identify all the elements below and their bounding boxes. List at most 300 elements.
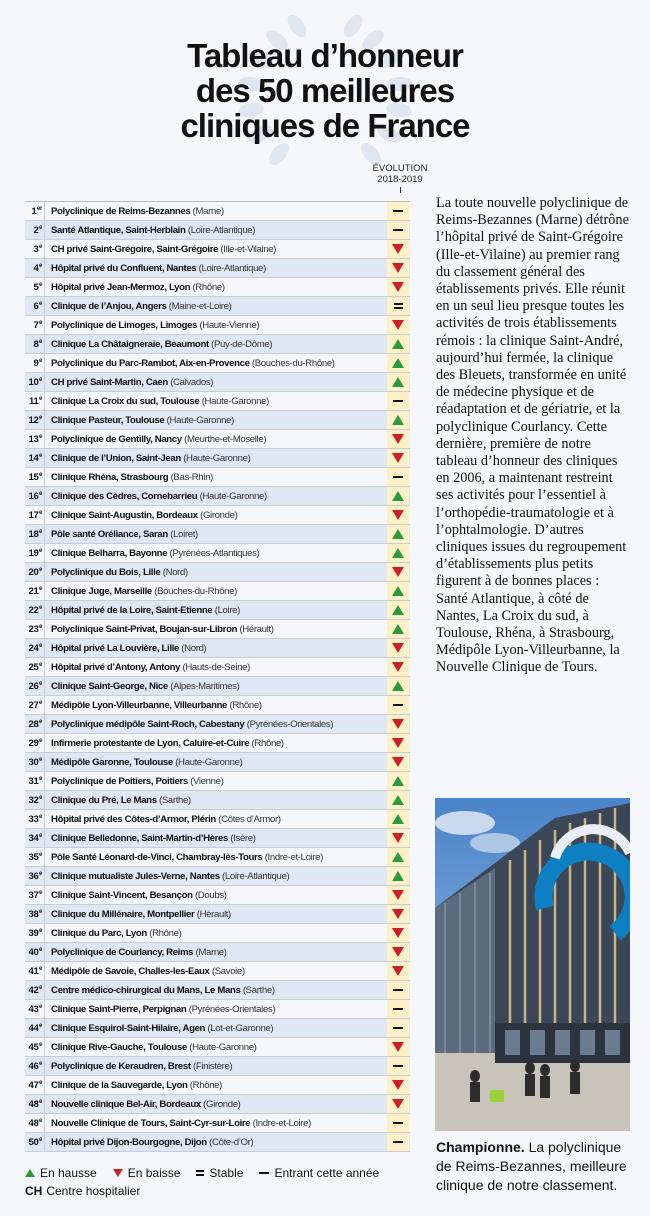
clinic-region: (Ille-et-Vilaine): [220, 243, 277, 255]
evolution-tick: [400, 187, 401, 193]
down-arrow-icon: [392, 966, 404, 976]
evolution-cell: [387, 1133, 409, 1151]
clinic-region: (Gironde): [203, 1098, 241, 1110]
equals-icon: [196, 1170, 204, 1176]
up-arrow-icon: [392, 548, 404, 558]
rank-suffix: e: [38, 585, 42, 592]
down-arrow-icon: [392, 282, 404, 292]
column-divider: [44, 202, 45, 220]
clinic-entry: [51, 263, 266, 274]
clinic-region: (Haute-Garonne): [199, 490, 267, 502]
column-divider: [44, 468, 45, 486]
rank-number: 16: [28, 490, 39, 502]
clinic-name: Clinique de la Sauvegarde, Lyon: [51, 1079, 188, 1091]
clinic-name: Polyclinique de Gentilly, Nancy: [51, 433, 182, 445]
rank-suffix: e: [38, 623, 42, 630]
evolution-header: [370, 163, 430, 185]
down-arrow-icon: [392, 890, 404, 900]
table-row: [25, 1057, 410, 1076]
down-arrow-icon: [392, 643, 404, 653]
rank-number: 2: [33, 224, 39, 236]
rank-suffix: e: [38, 604, 42, 611]
evolution-header-label: ÉVOLUTION: [372, 163, 428, 174]
dash-icon: [393, 229, 403, 231]
up-arrow-icon: [25, 1169, 35, 1177]
rank-suffix: e: [38, 262, 42, 269]
clinic-entry: [51, 1099, 241, 1110]
clinic-entry: [51, 947, 227, 958]
clinic-entry: [51, 396, 269, 407]
clinic-name: Polyclinique du Bois, Lille: [51, 566, 161, 578]
rank-number: 22: [28, 604, 39, 616]
rank: [25, 1042, 42, 1053]
rank-suffix: e: [38, 224, 42, 231]
legend-label: En baisse: [127, 1166, 181, 1180]
evolution-cell: [387, 658, 409, 676]
rank-number: 35: [28, 851, 39, 863]
column-divider: [44, 487, 45, 505]
evolution-cell: [387, 544, 409, 562]
rank-suffix: e: [38, 889, 42, 896]
rank: [25, 776, 42, 787]
down-arrow-icon: [392, 510, 404, 520]
column-divider: [44, 848, 45, 866]
column-divider: [44, 867, 45, 885]
table-row: [25, 1133, 410, 1152]
clinic-region: (Lot-et-Garonne): [207, 1022, 274, 1034]
rank: [25, 453, 42, 464]
rank: [25, 643, 42, 654]
clinic-entry: [51, 966, 245, 977]
legend: [25, 1166, 425, 1198]
clinic-region: (Côte-d’Or): [209, 1136, 254, 1148]
column-divider: [44, 1133, 45, 1151]
rank-suffix: e: [38, 1060, 42, 1067]
clinic-name: Pôle Santé Léonard-de-Vinci, Chambray-lès-Tours: [51, 851, 263, 863]
column-divider: [44, 430, 45, 448]
table-row: [25, 240, 410, 259]
clinic-region: (Puy-de-Dôme): [211, 338, 273, 350]
table-row: [25, 506, 410, 525]
column-divider: [44, 335, 45, 353]
evolution-cell: [387, 259, 409, 277]
evolution-cell: [387, 335, 409, 353]
evolution-cell: [387, 1076, 409, 1094]
article-text: La toute nouvelle polyclinique de Reims-Bezannes (Marne) détrône l’hôpital privé de Saint-Grégoire (Ille-et-Vilaine) au premier rang du classement général des établissements privés. Elle réunit en un seul lieu presque toutes les activités de trois établissements rémois : la clinique Saint-André, aujourd’hui fermée, la clinique des Bleuets, transformée en unité de médecine physique et de réadaptation et de gériatrie, et la polyclinique Courlancy. Cette dernière, première de notre tableau d’honneur des cliniques en 2006, a maintenant restreint ses activités pour l’essentiel à l’orthopédie-traumatologie et à l’ophtalmologie. D’autres cliniques issues du regroupement d’établissements plus petits figurent à de bonnes places : Santé Atlantique, à côté de Nantes, La Croix du sud, à Toulouse, Rhéna, à Strasbourg, Médipôle Lyon-Villeurbanne, la Nouvelle Clinique de Tours.: [436, 195, 629, 676]
clinic-name: Clinique Saint-Pierre, Perpignan: [51, 1003, 187, 1015]
evolution-cell: [387, 639, 409, 657]
rank-suffix: e: [38, 1041, 42, 1048]
rank-suffix: e: [38, 756, 42, 763]
rank-number: 46: [28, 1060, 39, 1072]
caption-text: La polyclinique de Reims-Bezannes, meilleure clinique de notre classement.: [436, 1139, 627, 1193]
title-line: Tableau d’honneur: [187, 37, 463, 74]
clinic-entry: [51, 909, 231, 920]
evolution-cell: [387, 506, 409, 524]
down-arrow-icon: [392, 909, 404, 919]
rank-suffix: e: [38, 414, 42, 421]
column-divider: [44, 905, 45, 923]
evolution-cell: [387, 810, 409, 828]
rank-suffix: e: [38, 908, 42, 915]
clinic-entry: [51, 491, 267, 502]
table-row: [25, 544, 410, 563]
legend-label: Stable: [209, 1166, 244, 1180]
rank: [25, 1099, 42, 1110]
evolution-header-years: 2018-2019: [377, 174, 423, 185]
table-row: [25, 373, 410, 392]
down-arrow-icon: [392, 244, 404, 254]
clinic-name: CH privé Saint-Grégoire, Saint-Grégoire: [51, 243, 219, 255]
clinic-entry: [51, 567, 188, 578]
table-row: [25, 354, 410, 373]
column-divider: [44, 715, 45, 733]
rank-suffix: e: [38, 832, 42, 839]
rank-number: 20: [28, 566, 39, 578]
rank: [25, 624, 42, 635]
column-divider: [44, 962, 45, 980]
rank-suffix: e: [38, 737, 42, 744]
column-divider: [44, 1076, 45, 1094]
clinic-photo: [435, 798, 630, 1131]
rank: [25, 1023, 42, 1034]
rank-number: 19: [28, 547, 39, 559]
column-divider: [44, 392, 45, 410]
clinic-entry: [51, 529, 198, 540]
clinic-entry: [51, 1061, 232, 1072]
column-divider: [44, 1019, 45, 1037]
rank: [25, 586, 42, 597]
clinic-entry: [51, 814, 281, 825]
legend-label: En hausse: [40, 1166, 97, 1180]
clinic-entry: [51, 1080, 222, 1091]
rank-suffix: e: [38, 870, 42, 877]
column-divider: [44, 753, 45, 771]
rank: [25, 833, 42, 844]
rank: [25, 415, 42, 426]
rank-number: 40: [28, 946, 39, 958]
rank: [25, 928, 42, 939]
legend-abbreviation: [25, 1184, 425, 1198]
rank-suffix: er: [36, 205, 42, 212]
column-divider: [44, 411, 45, 429]
down-arrow-icon: [392, 928, 404, 938]
rank: [25, 225, 42, 236]
evolution-cell: [387, 734, 409, 752]
clinic-region: (Hérault): [239, 623, 274, 635]
clinic-name: Clinique Saint-Vincent, Besançon: [51, 889, 193, 901]
rank-number: 14: [28, 452, 39, 464]
rank-suffix: e: [38, 281, 42, 288]
down-arrow-icon: [392, 263, 404, 273]
column-divider: [44, 373, 45, 391]
ranking-table: [25, 201, 410, 1152]
rank-suffix: e: [38, 509, 42, 516]
up-arrow-icon: [392, 814, 404, 824]
clinic-region: (Haute-Garonne): [201, 395, 269, 407]
rank-suffix: e: [38, 946, 42, 953]
rank: [25, 1118, 42, 1129]
table-row: [25, 677, 410, 696]
rank-number: 5: [33, 281, 39, 293]
clinic-region: (Loire-Atlantique): [198, 262, 266, 274]
rank-number: 37: [28, 889, 39, 901]
clinic-region: (Loire-Atlantique): [187, 224, 256, 236]
clinic-region: (Hauts-de-Seine): [182, 661, 250, 673]
clinic-region: (Calvados): [170, 376, 214, 388]
clinic-entry: [51, 890, 227, 901]
evolution-cell: [387, 411, 409, 429]
clinic-entry: [51, 738, 284, 749]
clinic-name: Médipôle de Savoie, Challes-les-Eaux: [51, 965, 210, 977]
column-divider: [44, 677, 45, 695]
clinic-entry: [51, 1137, 253, 1148]
clinic-name: Médipôle Lyon-Villeurbanne, Villeurbanne: [51, 699, 228, 711]
column-divider: [44, 696, 45, 714]
rank-suffix: e: [38, 433, 42, 440]
rank-suffix: e: [38, 376, 42, 383]
clinic-name: Clinique Saint-George, Nice: [51, 680, 168, 692]
clinic-name: CH privé Saint-Martin, Caen: [51, 376, 168, 388]
rank-number: 4: [33, 262, 39, 274]
dash-icon: [393, 1008, 403, 1010]
up-arrow-icon: [392, 681, 404, 691]
clinic-name: Clinique Belharra, Bayonne: [51, 547, 168, 559]
table-row: [25, 829, 410, 848]
rank-number: 27: [28, 699, 39, 711]
column-divider: [44, 601, 45, 619]
rank: [25, 985, 42, 996]
evolution-cell: [387, 525, 409, 543]
rank-suffix: e: [38, 319, 42, 326]
table-row: [25, 582, 410, 601]
rank-suffix: e: [38, 300, 42, 307]
clinic-name: Clinique Saint-Augustin, Bordeaux: [51, 509, 198, 521]
rank-number: 21: [28, 585, 39, 597]
evolution-cell: [387, 886, 409, 904]
rank-suffix: e: [38, 680, 42, 687]
clinic-entry: [51, 700, 262, 711]
clinic-name: Clinique La Châtaigneraie, Beaumont: [51, 338, 209, 350]
rank: [25, 966, 42, 977]
rank-number: 41: [28, 965, 39, 977]
column-divider: [44, 772, 45, 790]
clinic-name: Nouvelle clinique Bel-Air, Bordeaux: [51, 1098, 201, 1110]
clinic-entry: [51, 1004, 275, 1015]
clinic-name: Hôpital privé Dijon-Bourgogne, Dijon: [51, 1136, 207, 1148]
clinic-name: Polyclinique Saint-Privat, Boujan-sur-Libron: [51, 623, 238, 635]
rank: [25, 814, 42, 825]
down-arrow-icon: [392, 320, 404, 330]
clinic-building-illustration: [435, 798, 630, 1131]
down-arrow-icon: [392, 453, 404, 463]
clinic-entry: [51, 871, 289, 882]
column-divider: [44, 1000, 45, 1018]
clinic-name: Clinique de l’Union, Saint-Jean: [51, 452, 181, 464]
clinic-name: Clinique Pasteur, Toulouse: [51, 414, 165, 426]
rank-number: 24: [28, 642, 39, 654]
dash-icon: [393, 704, 403, 706]
clinic-entry: [51, 776, 223, 787]
clinic-name: Nouvelle Clinique de Tours, Saint-Cyr-sur-Loire: [51, 1117, 251, 1129]
clinic-region: (Indre-et-Loire): [264, 851, 324, 863]
down-arrow-icon: [392, 1042, 404, 1052]
table-row: [25, 1000, 410, 1019]
evolution-cell: [387, 1114, 409, 1132]
table-row: [25, 487, 410, 506]
column-divider: [44, 506, 45, 524]
clinic-entry: [51, 985, 275, 996]
rank: [25, 263, 42, 274]
down-arrow-icon: [392, 738, 404, 748]
rank: [25, 947, 42, 958]
clinic-region: (Haute-Garonne): [183, 452, 251, 464]
evolution-cell: [387, 278, 409, 296]
clinic-region: (Rhône): [149, 927, 182, 939]
rank-number: 39: [28, 927, 39, 939]
rank-suffix: e: [38, 243, 42, 250]
rank-number: 12: [28, 414, 39, 426]
rank-suffix: e: [38, 471, 42, 478]
clinic-entry: [51, 339, 272, 350]
clinic-entry: [51, 1023, 273, 1034]
rank-suffix: e: [38, 813, 42, 820]
column-divider: [44, 829, 45, 847]
rank: [25, 529, 42, 540]
table-row: [25, 601, 410, 620]
clinic-entry: [51, 320, 259, 331]
clinic-region: (Loiret): [170, 528, 198, 540]
clinic-name: Clinique Rive-Gauche, Toulouse: [51, 1041, 187, 1053]
rank-number: 7: [33, 319, 39, 331]
table-row: [25, 563, 410, 582]
evolution-cell: [387, 848, 409, 866]
rank-number: 43: [28, 1003, 39, 1015]
table-row: [25, 791, 410, 810]
clinic-entry: [51, 206, 224, 217]
rank: [25, 396, 42, 407]
clinic-region: (Pyrénées-Orientales): [188, 1003, 276, 1015]
clinic-region: (Côtes d’Armor): [218, 813, 281, 825]
clinic-name: Clinique Juge, Marseille: [51, 585, 152, 597]
clinic-name: Clinique du Pré, Le Mans: [51, 794, 157, 806]
column-divider: [44, 639, 45, 657]
evolution-cell: [387, 316, 409, 334]
table-row: [25, 221, 410, 240]
clinic-region: (Hérault): [196, 908, 231, 920]
column-divider: [44, 620, 45, 638]
clinic-region: (Rhône): [251, 737, 284, 749]
clinic-region: (Alpes-Maritimes): [170, 680, 240, 692]
clinic-region: (Meurthe-et-Moselle): [184, 433, 267, 445]
rank-suffix: e: [38, 1098, 42, 1105]
clinic-name: Polyclinique de Reims-Bezannes: [51, 205, 191, 217]
rank-number: 17: [28, 509, 39, 521]
column-divider: [44, 943, 45, 961]
column-divider: [44, 221, 45, 239]
title-line: des 50 meilleures: [195, 72, 455, 109]
dash-icon: [393, 210, 403, 212]
evolution-cell: [387, 962, 409, 980]
rank-suffix: e: [38, 566, 42, 573]
table-row: [25, 1019, 410, 1038]
table-row: [25, 392, 410, 411]
evolution-cell: [387, 905, 409, 923]
evolution-cell: [387, 373, 409, 391]
table-row: [25, 202, 410, 221]
table-row: [25, 335, 410, 354]
rank-number: 25: [28, 661, 39, 673]
caption-title: Championne.: [436, 1139, 525, 1155]
rank-number: 38: [28, 908, 39, 920]
clinic-entry: [51, 377, 213, 388]
up-arrow-icon: [392, 852, 404, 862]
clinic-entry: [51, 548, 259, 559]
rank: [25, 852, 42, 863]
column-divider: [44, 297, 45, 315]
photo-caption: [436, 1138, 636, 1195]
column-divider: [44, 1114, 45, 1132]
column-divider: [44, 582, 45, 600]
column-divider: [44, 449, 45, 467]
rank-number: 23: [28, 623, 39, 635]
rank-number: 50: [28, 1136, 39, 1148]
table-row: [25, 1095, 410, 1114]
down-arrow-icon: [113, 1169, 123, 1177]
clinic-entry: [51, 1118, 311, 1129]
column-divider: [44, 316, 45, 334]
clinic-name: Clinique du Parc, Lyon: [51, 927, 147, 939]
column-divider: [44, 924, 45, 942]
table-row: [25, 259, 410, 278]
rank-number: 48: [28, 1098, 39, 1110]
rank-number: 29: [28, 737, 39, 749]
clinic-region: (Bouches-du-Rhône): [251, 357, 335, 369]
dash-icon: [393, 989, 403, 991]
rank-number: 9: [33, 357, 39, 369]
up-arrow-icon: [392, 358, 404, 368]
table-row: [25, 639, 410, 658]
clinic-name: Clinique Belledonne, Saint-Martin-d’Hères: [51, 832, 229, 844]
rank-suffix: e: [38, 965, 42, 972]
table-row: [25, 316, 410, 335]
up-arrow-icon: [392, 491, 404, 501]
evolution-cell: [387, 221, 409, 239]
table-row: [25, 924, 410, 943]
rank: [25, 1004, 42, 1015]
evolution-cell: [387, 487, 409, 505]
column-divider: [44, 791, 45, 809]
clinic-region: (Nord): [162, 566, 188, 578]
table-row: [25, 810, 410, 829]
rank-number: 8: [33, 338, 39, 350]
evolution-cell: [387, 430, 409, 448]
rank: [25, 662, 42, 673]
table-row: [25, 753, 410, 772]
evolution-cell: [387, 202, 409, 220]
rank-suffix: e: [38, 984, 42, 991]
evolution-cell: [387, 297, 409, 315]
rank: [25, 282, 42, 293]
rank: [25, 700, 42, 711]
rank-suffix: e: [38, 357, 42, 364]
up-arrow-icon: [392, 624, 404, 634]
clinic-entry: [51, 605, 240, 616]
evolution-cell: [387, 677, 409, 695]
up-arrow-icon: [392, 605, 404, 615]
rank: [25, 890, 42, 901]
down-arrow-icon: [392, 757, 404, 767]
